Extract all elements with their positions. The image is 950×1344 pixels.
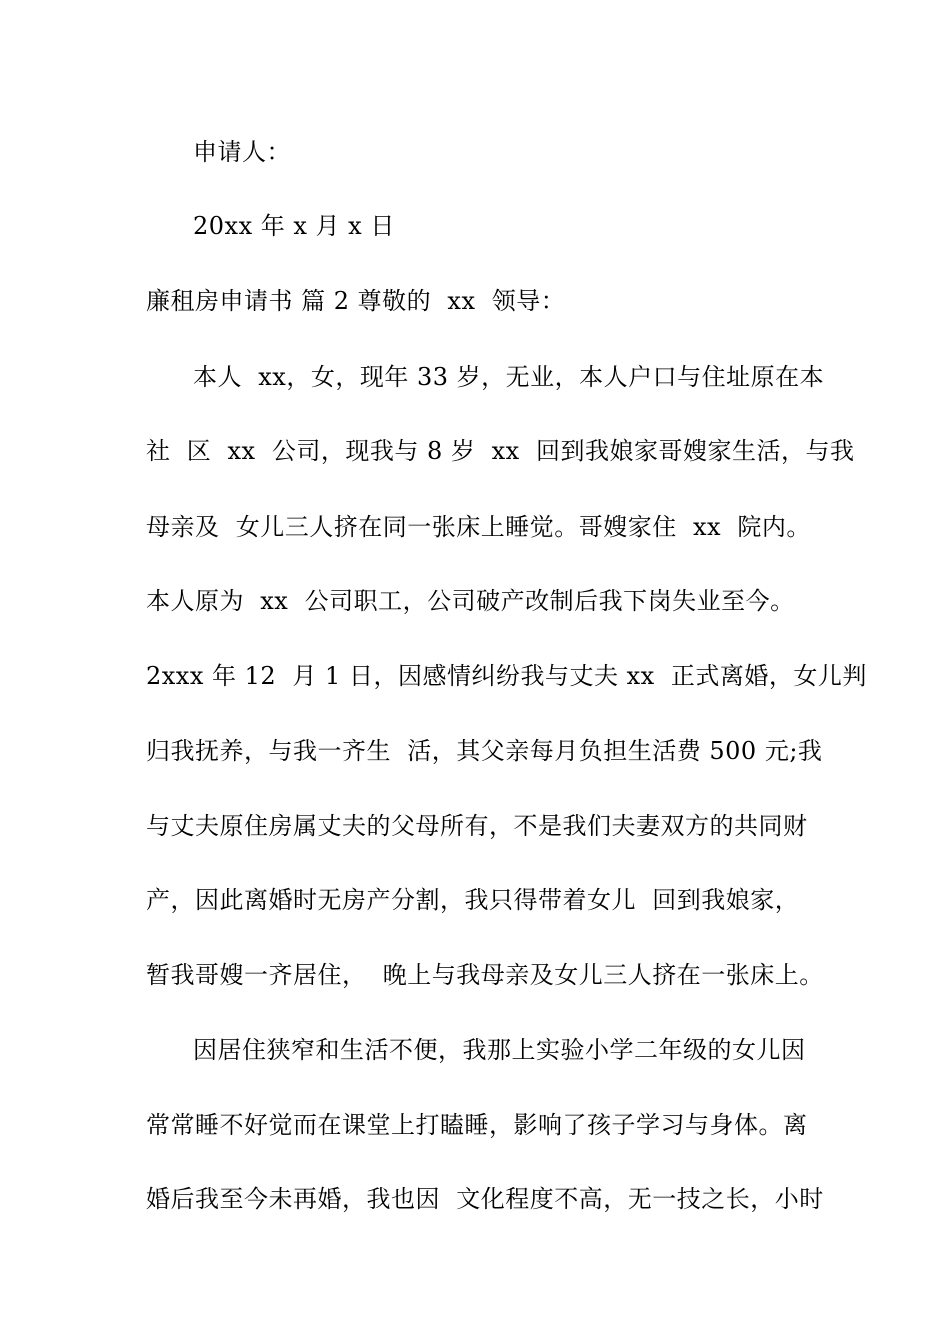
body-line: 婚后我至今未再婚，我也因 文化程度不高，无一技之长，小时: [146, 1185, 824, 1213]
body-line: 2xxx 年 12 月 1 日，因感情纠纷我与丈夫 xx 正式离婚，女儿判: [146, 662, 867, 690]
body-line: 母亲及 女儿三人挤在同一张床上睡觉。哥嫂家住 xx 院内。: [146, 513, 811, 541]
body-line: 本人原为 xx 公司职工，公司破产改制后我下岗失业至今。: [146, 587, 795, 615]
section-heading: 廉租房申请书 篇 2 尊敬的 xx 领导：: [146, 287, 566, 315]
body-line: 社 区 xx 公司，现我与 8 岁 xx 回到我娘家哥嫂家生活，与我: [146, 437, 855, 465]
date-line: 20xx 年 x 月 x 日: [193, 212, 395, 240]
body-line: 因居住狭窄和生活不便，我那上实验小学二年级的女儿因: [193, 1036, 806, 1064]
body-line: 常常睡不好觉而在课堂上打瞌睡，影响了孩子学习与身体。离: [146, 1111, 808, 1139]
body-line: 本人 xx，女，现年 33 岁，无业，本人户口与住址原在本: [193, 363, 825, 391]
body-line: 归我抚养，与我一齐生 活，其父亲每月负担生活费 500 元;我: [146, 737, 823, 765]
body-line: 产，因此离婚时无房产分割，我只得带着女儿 回到我娘家，: [146, 886, 800, 914]
body-line: 与丈夫原住房属丈夫的父母所有，不是我们夫妻双方的共同财: [146, 812, 808, 840]
applicant-label: 申请人：: [193, 138, 291, 166]
body-line: 暂我哥嫂一齐居住， 晚上与我母亲及女儿三人挤在一张床上。: [146, 961, 824, 989]
